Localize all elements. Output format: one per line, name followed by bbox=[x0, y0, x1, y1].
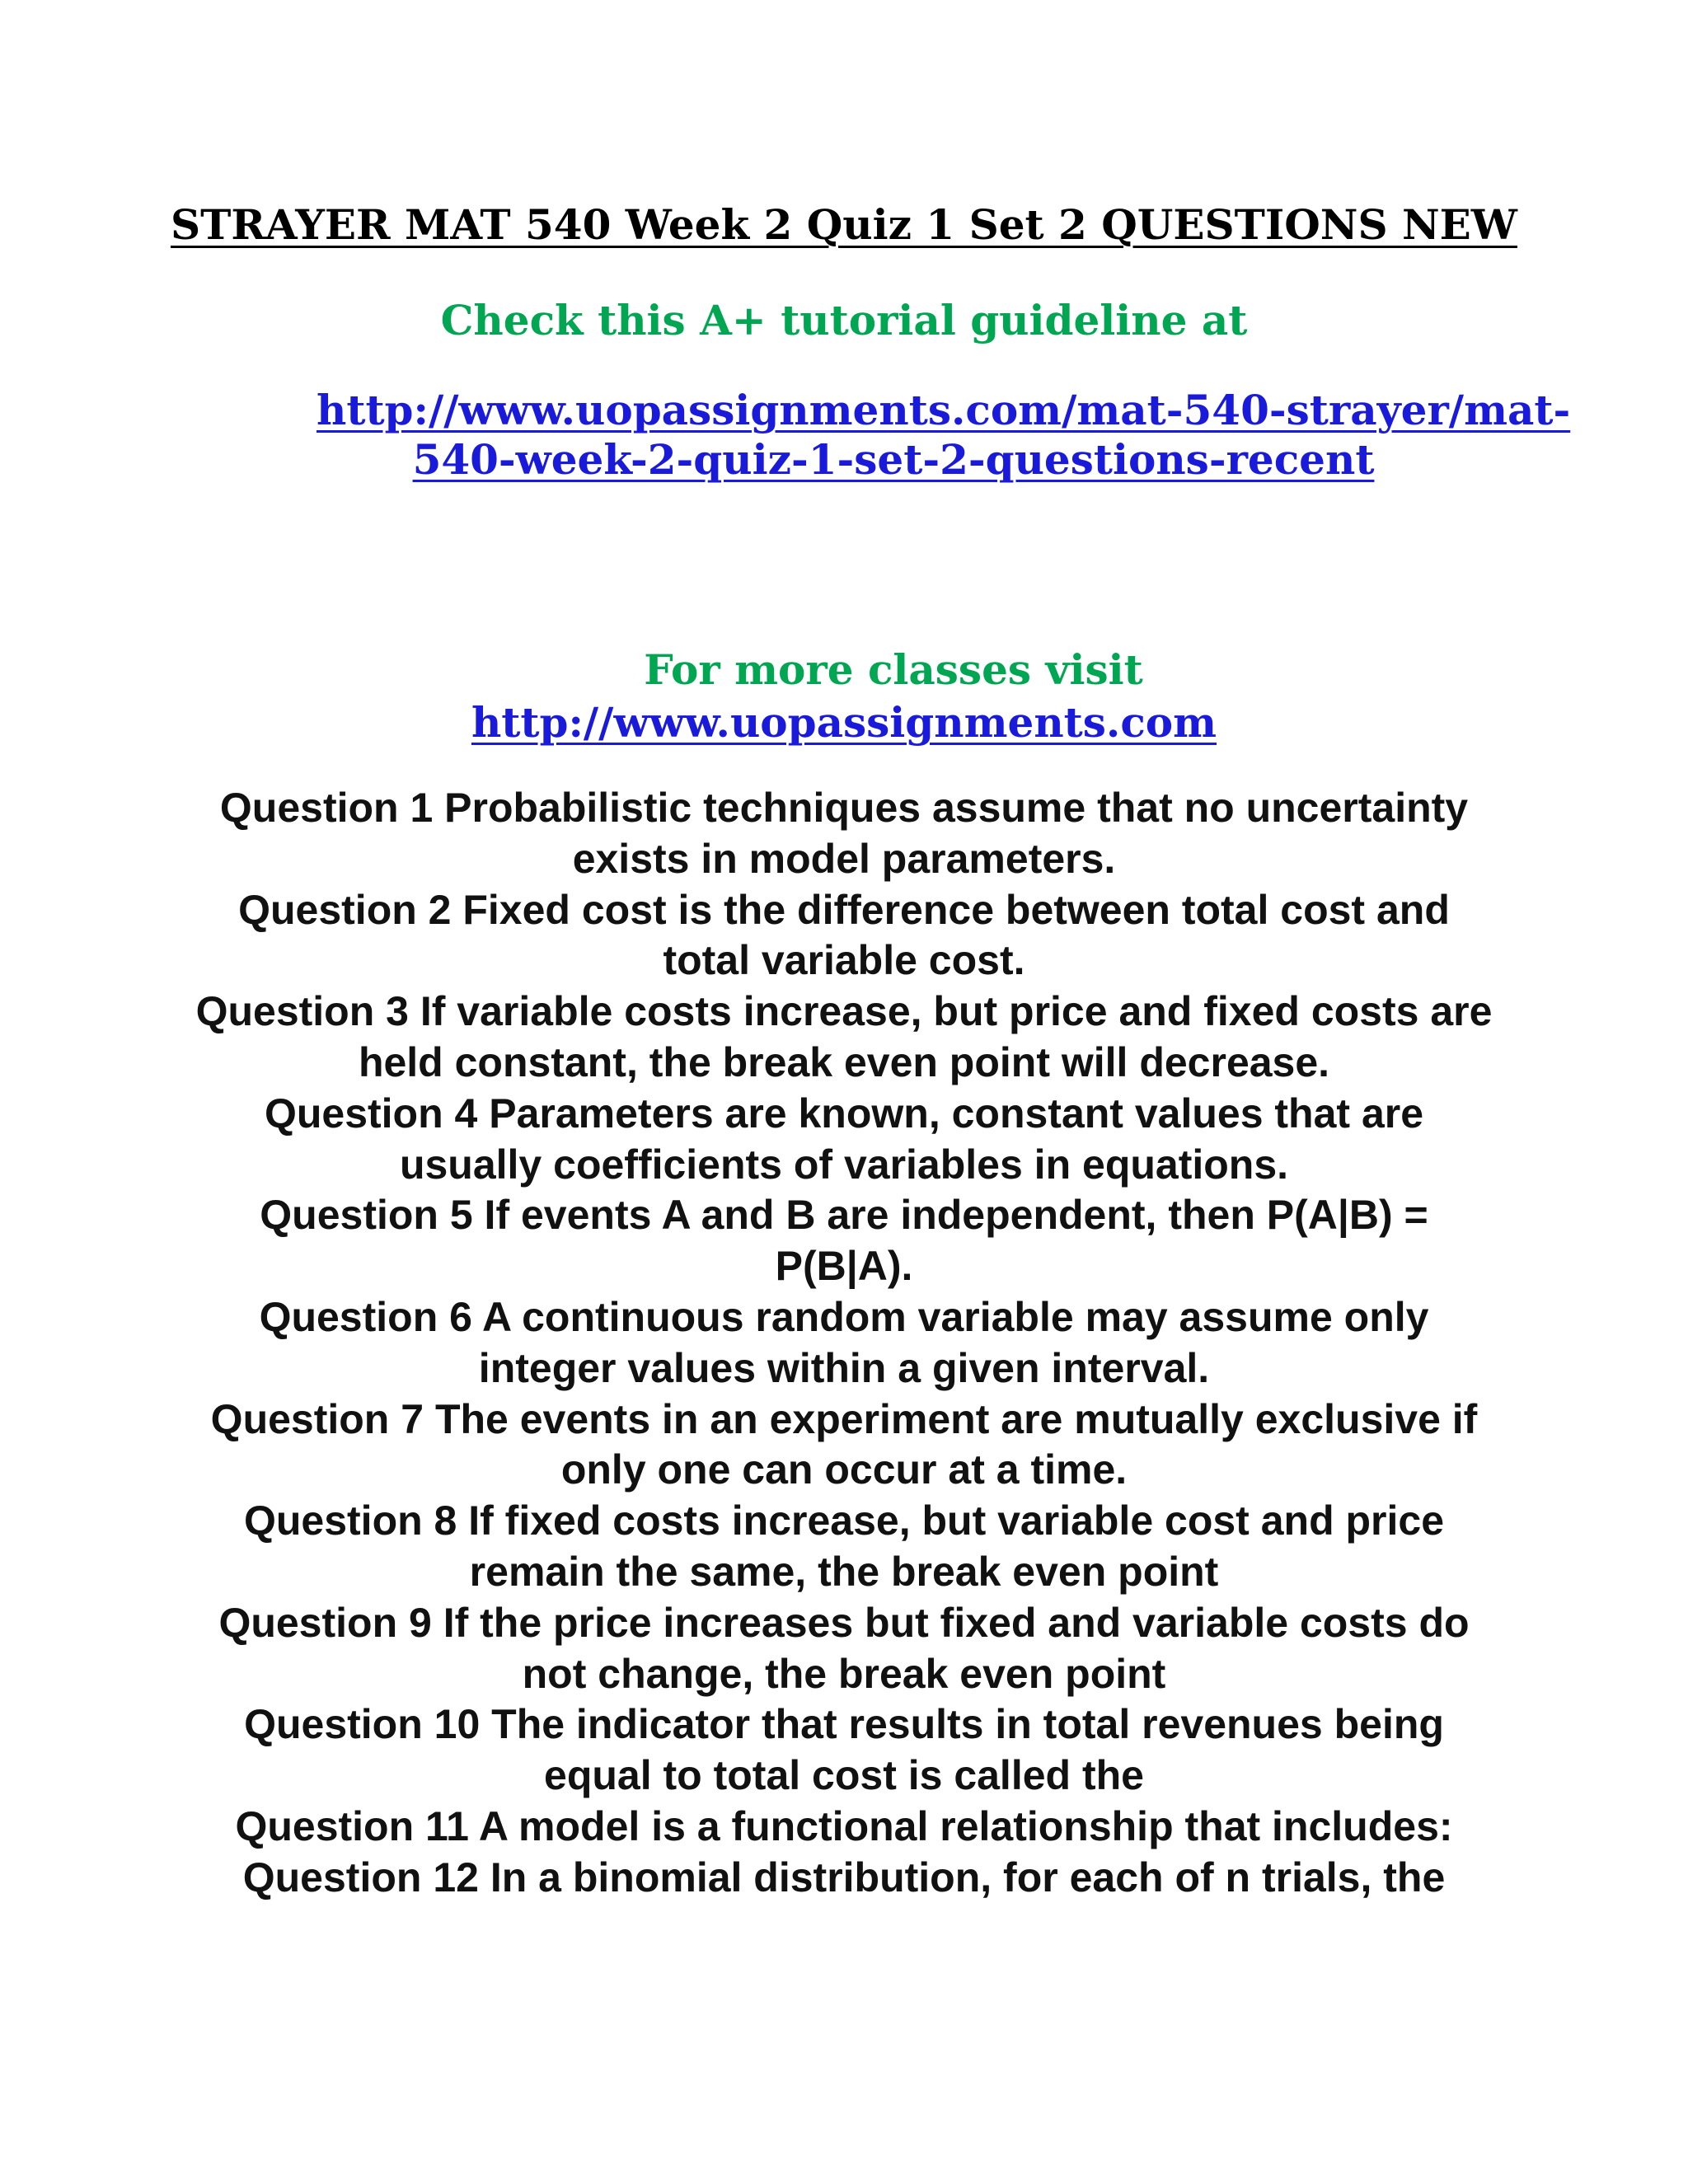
question-item: Question 11 A model is a functional relationship that includes: bbox=[235, 1802, 1453, 1849]
question-item: Question 6 A continuous random variable may assume only integer values within a given interval. bbox=[259, 1293, 1429, 1391]
question-item: Question 10 The indicator that results in total revenues being equal to total cost is called the bbox=[244, 1701, 1444, 1799]
question-item: Question 3 If variable costs increase, but price and fixed costs are held constant, the break even point will decrease. bbox=[195, 988, 1493, 1085]
more-classes-prompt: For more classes visit bbox=[644, 645, 1143, 694]
question-item: Question 7 The events in an experiment are mutually exclusive if only one can occur at a time. bbox=[210, 1395, 1478, 1493]
question-item: Question 9 If the price increases but fixed and variable costs do not change, the break even point bbox=[218, 1599, 1470, 1697]
question-item: Question 1 Probabilistic techniques assume that no uncertainty exists in model parameters. bbox=[219, 785, 1469, 882]
question-list bbox=[190, 783, 1498, 1904]
tutorial-link-line-2[interactable]: 540-week-2-quiz-1-set-2-questions-recent bbox=[412, 435, 1375, 484]
tutorial-link[interactable] bbox=[316, 386, 1571, 485]
tutorial-link-line-1[interactable]: http://www.uopassignments.com/mat-540-strayer/mat- bbox=[316, 386, 1571, 434]
site-link[interactable]: http://www.uopassignments.com bbox=[471, 698, 1217, 747]
question-item: Question 5 If events A and B are independent, then P(A|B) = P(B|A). bbox=[260, 1192, 1428, 1290]
document-title: STRAYER MAT 540 Week 2 Quiz 1 Set 2 QUESTIONS NEW bbox=[171, 200, 1517, 249]
tutorial-prompt: Check this A+ tutorial guideline at bbox=[440, 296, 1248, 344]
question-item: Question 8 If fixed costs increase, but variable cost and price remain the same, the break even point bbox=[243, 1497, 1445, 1595]
site-link-container bbox=[0, 694, 1688, 752]
question-item: Question 4 Parameters are known, constant values that are usually coefficients of variables in equations. bbox=[264, 1090, 1424, 1188]
question-item: Question 2 Fixed cost is the difference between total cost and total variable cost. bbox=[238, 886, 1450, 984]
question-item: Question 12 In a binomial distribution, for each of n trials, the bbox=[242, 1854, 1446, 1900]
